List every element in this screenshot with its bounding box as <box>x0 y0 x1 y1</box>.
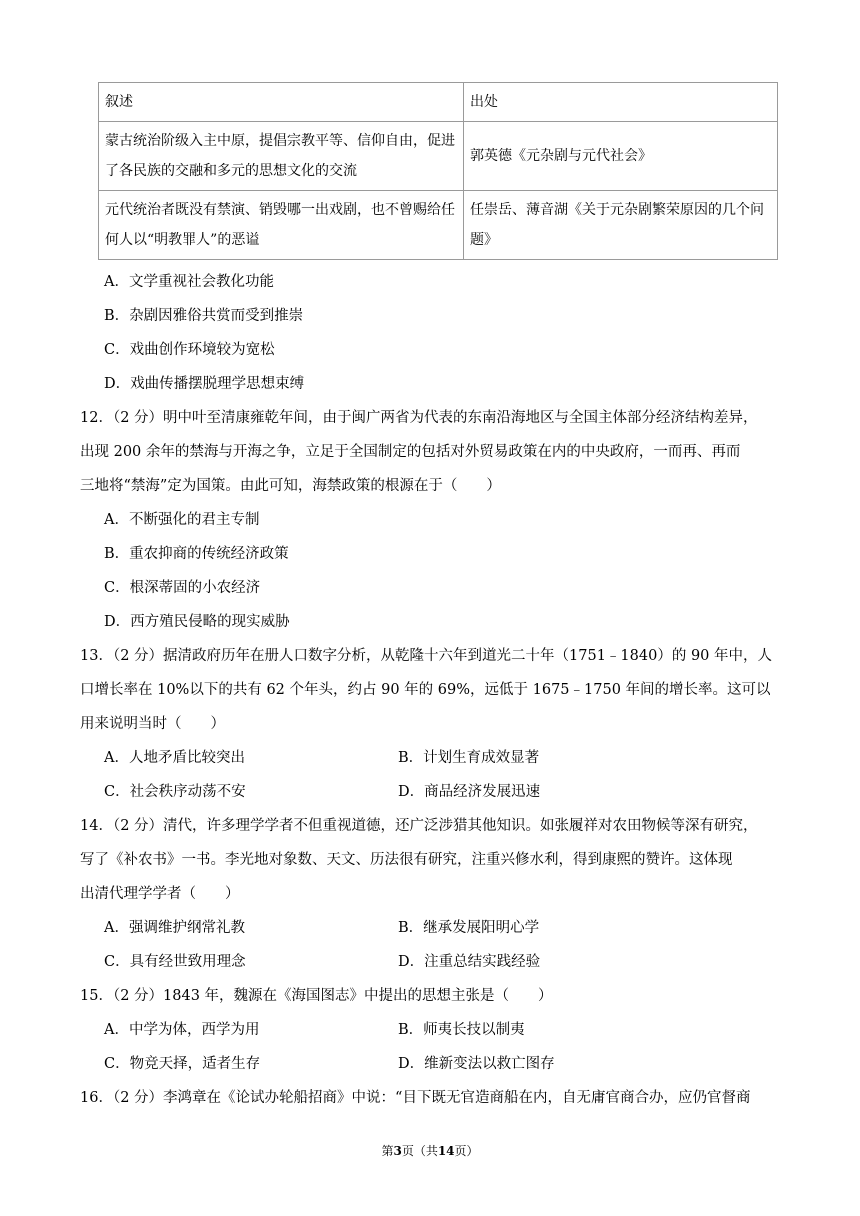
q14-option-d: D．注重总结实践经验 <box>398 954 541 970</box>
table-header-cell: 叙述 <box>99 83 464 122</box>
footer-suffix: 页） <box>454 1144 479 1158</box>
q16-stem-line: 16．（2 分）李鸿章在《论试办轮船招商》中说：“目下既无官造商船在内，自无庸官商合办，应仍官督商 <box>80 1090 751 1106</box>
q13-option-a: A．人地矛盾比较突出 <box>104 750 245 766</box>
q13-option-d: D．商品经济发展迅速 <box>398 784 541 800</box>
page-footer <box>0 1142 860 1159</box>
table-header-row <box>99 83 778 122</box>
q14-stem-line: 出清代理学学者（ ） <box>80 886 240 902</box>
q13-stem-line: 用来说明当时（ ） <box>80 716 225 732</box>
table-row <box>99 191 778 260</box>
q12-option-a: A．不断强化的君主专制 <box>104 512 260 528</box>
table-cell: 蒙古统治阶级入主中原，提倡宗教平等、信仰自由，促进了各民族的交融和多元的思想文化的交流 <box>99 122 464 191</box>
q12-stem-line: 12．（2 分）明中叶至清康雍乾年间，由于闽广两省为代表的东南沿海地区与全国主体部分经济结构差异， <box>80 410 758 426</box>
footer-page-number: 3 <box>393 1144 402 1158</box>
q13-option-c: C．社会秩序动荡不安 <box>104 784 246 800</box>
q14-stem-line: 写了《补农书》一书。李光地对象数、天文、历法很有研究，注重兴修水利，得到康熙的赞许。这体现 <box>80 852 733 868</box>
q12-stem-line: 出现 200 余年的禁海与开海之争，立足于全国制定的包括对外贸易政策在内的中央政府，一而再、再而 <box>80 444 741 460</box>
q14-option-b: B．继承发展阳明心学 <box>398 920 540 936</box>
table-header-cell: 出处 <box>464 83 778 122</box>
q12-option-d: D．西方殖民侵略的现实威胁 <box>104 614 290 630</box>
table-cell: 任崇岳、薄音湖《关于元杂剧繁荣原因的几个问题》 <box>464 191 778 260</box>
q14-option-a: A．强调维护纲常礼教 <box>104 920 245 936</box>
source-table <box>98 82 778 260</box>
q14-stem-line: 14．（2 分）清代，许多理学学者不但重视道德，还广泛涉猎其他知识。如张履祥对农田物候等深有研究， <box>80 818 758 834</box>
q11-option-b: B．杂剧因雅俗共赏而受到推崇 <box>104 308 304 324</box>
q12-option-c: C．根深蒂固的小农经济 <box>104 580 261 596</box>
q11-option-c: C．戏曲创作环境较为宽松 <box>104 342 275 358</box>
q15-option-b: B．师夷长技以制夷 <box>398 1022 525 1038</box>
q13-stem-line: 口增长率在 10%以下的共有 62 个年头，约占 90 年的 69%，远低于 1675﹣1750 年间的增长率。这可以 <box>80 682 771 698</box>
q15-option-d: D．维新变法以救亡图存 <box>398 1056 555 1072</box>
q15-option-a: A．中学为体，西学为用 <box>104 1022 260 1038</box>
q12-stem-line: 三地将“禁海”定为国策。由此可知，海禁政策的根源在于（ ） <box>80 478 501 494</box>
q11-option-a: A．文学重视社会教化功能 <box>104 274 274 290</box>
q13-stem-line: 13．（2 分）据清政府历年在册人口数字分析，从乾隆十六年到道光二十年（1751﹣1840）的 90 年中，人 <box>80 648 773 664</box>
table-cell: 元代统治者既没有禁演、销毁哪一出戏剧，也不曾赐给任何人以“明教罪人”的恶谥 <box>99 191 464 260</box>
footer-mid: 页（共 <box>401 1144 438 1158</box>
q14-option-c: C．具有经世致用理念 <box>104 954 246 970</box>
table-row <box>99 122 778 191</box>
q15-stem-line: 15．（2 分）1843 年，魏源在《海国图志》中提出的思想主张是（ ） <box>80 988 553 1004</box>
footer-prefix: 第 <box>381 1144 394 1158</box>
q11-option-d: D．戏曲传播摆脱理学思想束缚 <box>104 376 305 392</box>
q15-option-c: C．物竞天择，适者生存 <box>104 1056 261 1072</box>
footer-total-pages: 14 <box>437 1144 455 1158</box>
q13-option-b: B．计划生育成效显著 <box>398 750 540 766</box>
table-cell: 郭英德《元杂剧与元代社会》 <box>464 122 778 191</box>
q12-option-b: B．重农抑商的传统经济政策 <box>104 546 289 562</box>
